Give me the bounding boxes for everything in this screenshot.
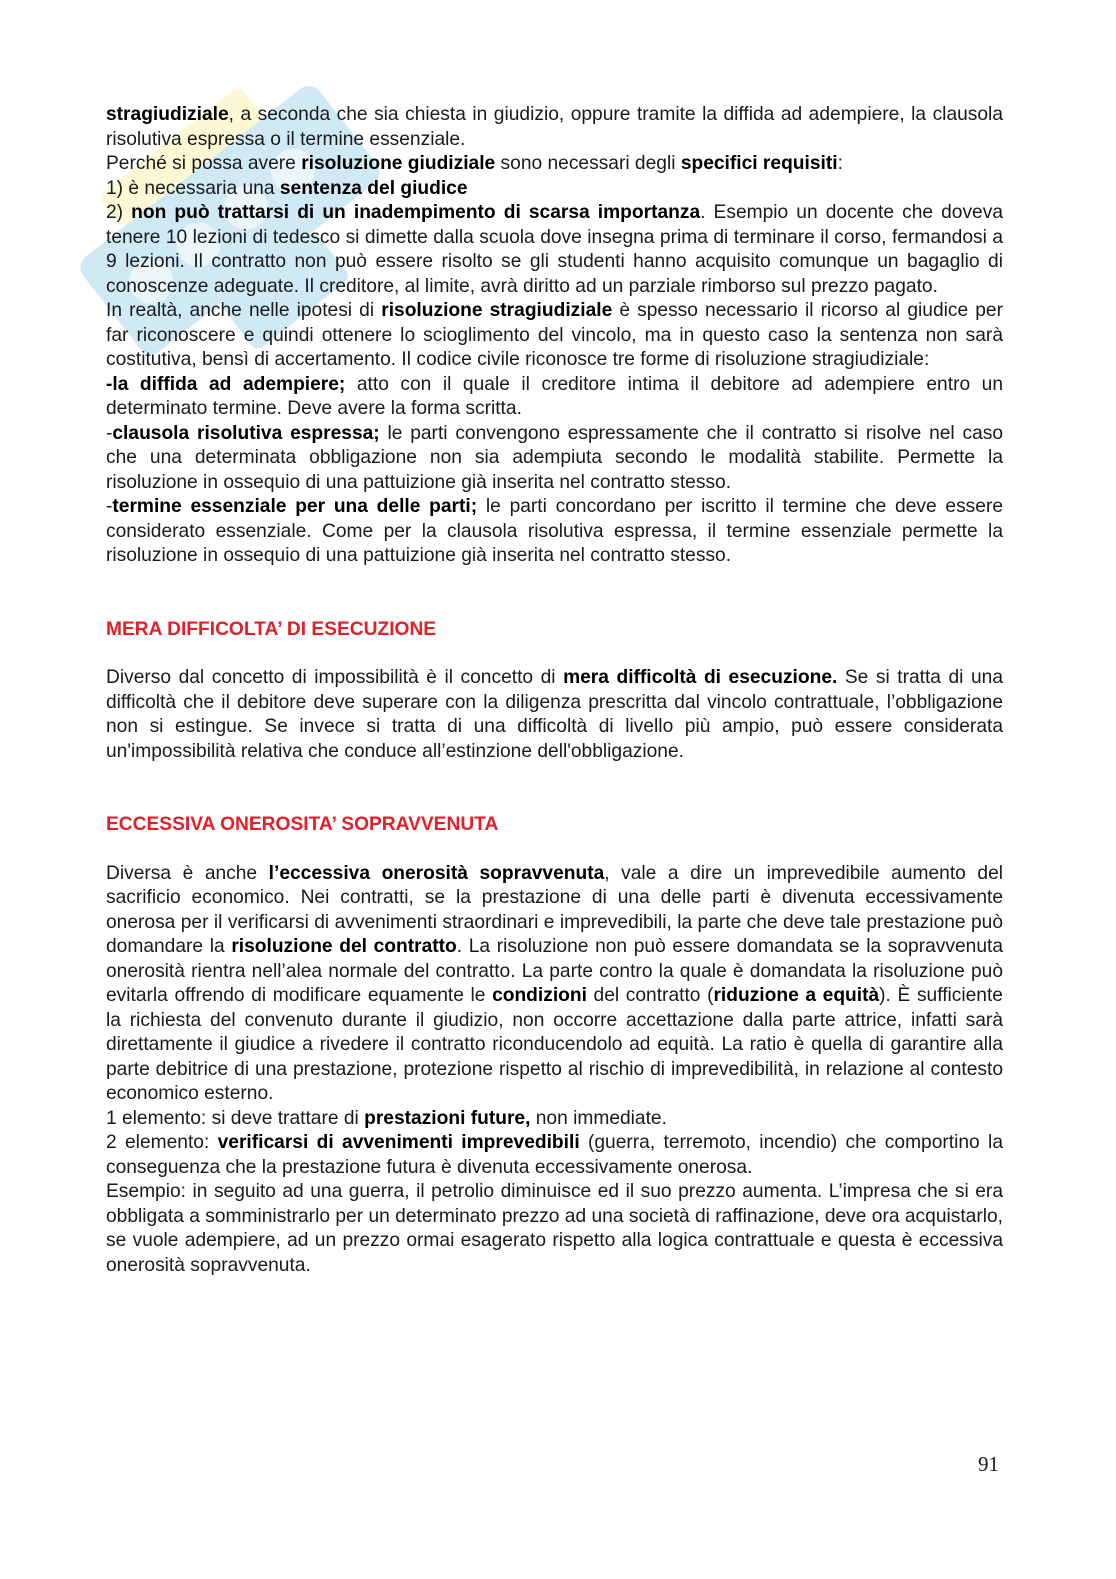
paragraph-esempio: Esempio: in seguito ad una guerra, il petrolio diminuisce ed il suo prezzo aumenta. L’impresa che si era obbligata a somministrarlo per un determinato prezzo ad una società di raffinazione, deve ora acquistarlo, se vuole adempiere, ad un prezzo ormai esagerato rispetto alla logica contrattuale e questa è eccessiva onerosità sopravvenuta. — [106, 1181, 1003, 1276]
page-number: 91 — [978, 1452, 999, 1476]
paragraph-stragiudiziale: stragiudiziale, a seconda che sia chiesta in giudizio, oppure tramite la diffida ad adempiere, la clausola risolutiva espressa o il termine essenziale. — [106, 104, 1003, 150]
document-body — [106, 103, 1003, 1278]
paragraph-risoluzione-giudiziale: Perché si possa avere risoluzione giudiziale sono necessari degli specifici requisiti: — [106, 153, 843, 174]
list-item-requisito-2: 2) non può trattarsi di un inadempimento di scarsa importanza. Esempio un docente che doveva tenere 10 lezioni di tedesco si dimette dalla scuola dove insegna prima di terminare il corso, fermandosi a 9 lezioni. Il contratto non può essere risolto se gli studenti hanno acquisito comunque un bagaglio di conoscenze adeguate. Il creditore, al limite, avrà diritto ad un parziale rimborso sul prezzo pagato. — [106, 202, 1003, 297]
list-item-clausola: -clausola risolutiva espressa; le parti convengono espressamente che il contratto si risolve nel caso che una determinata obbligazione non sia adempiuta secondo le modalità stabilite. Permette la risoluzione in ossequio di una pattuizione già inserita nel contratto stesso. — [106, 422, 1004, 493]
list-item-diffida: -la diffida ad adempiere; atto con il quale il creditore intima il debitore ad adempiere entro un determinato termine. Deve avere la forma scritta. — [106, 373, 1004, 419]
list-item-elemento-2: 2 elemento: verificarsi di avvenimenti imprevedibili (guerra, terremoto, incendio) che comportino la conseguenza che la prestazione futura è divenuta eccessivamente onerosa. — [106, 1132, 1003, 1178]
list-item-termine-essenziale: -termine essenziale per una delle parti; le parti concordano per iscritto il termine che deve essere considerato essenziale. Come per la clausola risolutiva espressa, il termine essenziale permette la risoluzione in ossequio di una pattuizione già inserita nel contratto stesso. — [106, 496, 1004, 566]
paragraph-mera-difficolta: Diverso dal concetto di impossibilità è il concetto di mera difficoltà di esecuzione. Se si tratta di una difficoltà che il debitore deve superare con la diligenza prescritta dal vincolo contrattuale, l’obbligazione non si estingue. Se invece si tratta di una difficoltà di livello più ampio, può essere considerata un'impossibilità relativa che conduce all’estinzione dell'obbligazione. — [106, 667, 1003, 762]
section-heading-eccessiva-onerosita: ECCESSIVA ONEROSITA’ SOPRAVVENUTA — [106, 814, 499, 835]
paragraph-eccessiva-onerosita: Diversa è anche l’eccessiva onerosità sopravvenuta, vale a dire un imprevedibile aumento del sacrificio economico. Nei contratti, se la prestazione di una delle parti è divenuta eccessivamente onerosa per il verificarsi di avvenimenti straordinari e imprevedibili, la parte che deve tale prestazione può domandare la risoluzione del contratto. La risoluzione non può essere domandata se la sopravvenuta onerosità rientra nell’alea normale del contratto. La parte contro la quale è domandata la risoluzione può evitarla offrendo di modificare equamente le condizioni del contratto (riduzione a equità). È sufficiente la richiesta del convenuto durante il giudizio, non occorre accettazione dalla parte attrice, infatti sarà direttamente il giudice a rivedere il contratto riconducendolo ad equità. La ratio è quella di garantire alla parte debitrice di una prestazione, protezione rispetto al rischio di imprevedibilità, in relazione al contesto economico esterno. — [106, 862, 1003, 1104]
paragraph-risoluzione-stragiudiziale: In realtà, anche nelle ipotesi di risoluzione stragiudiziale è spesso necessario il ricorso al giudice per far riconoscere e quindi ottenere lo scioglimento del vincolo, ma in questo caso la sentenza non sarà costitutiva, bensì di accertamento. Il codice civile riconosce tre forme di risoluzione stragiudiziale: — [106, 300, 1003, 370]
list-item-requisito-1: 1) è necessaria una sentenza del giudice — [106, 177, 468, 199]
list-item-elemento-1: 1 elemento: si deve trattare di prestazioni future, non immediate. — [106, 1107, 667, 1129]
section-heading-mera-difficolta: MERA DIFFICOLTA’ DI ESECUZIONE — [106, 618, 437, 640]
